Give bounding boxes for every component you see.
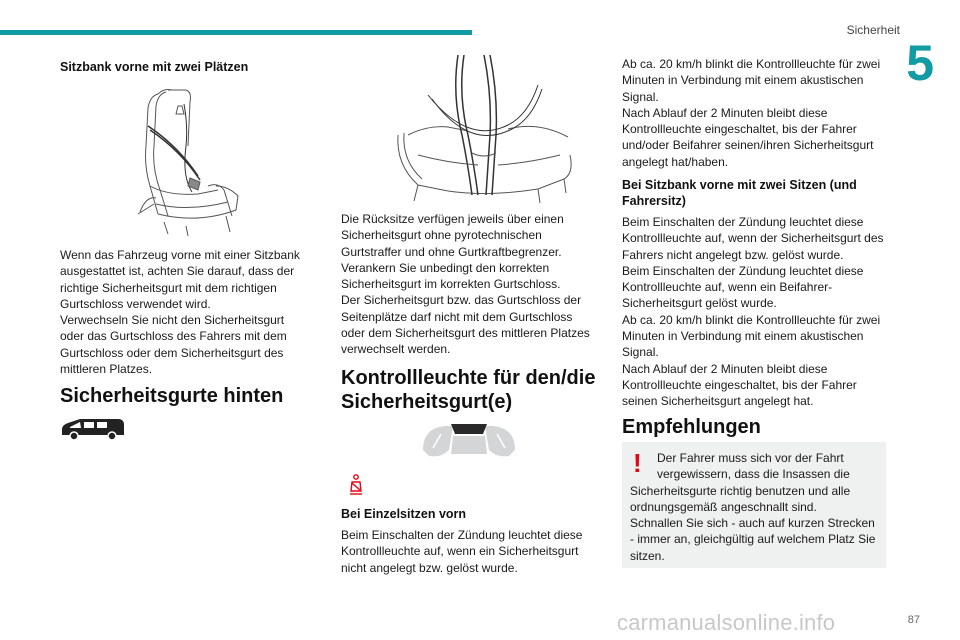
exclamation-icon: ! <box>633 448 642 478</box>
warning-box <box>622 442 886 568</box>
watermark: carmanualsonline.info <box>617 610 836 635</box>
page-number: 87 <box>907 614 920 626</box>
warning-text-rest: Sicherheitsgurte richtig benutzen und alle ordnungsgemäß angeschnallt sind. Schnallen Sie sich - auch auf kurzen Strecken - immer an, gleichgültig auf welchem Platz Sie sitzen. <box>630 483 876 563</box>
instrument-cluster-icon <box>421 420 517 460</box>
rear-seats-illustration <box>388 55 578 205</box>
rear-belts-paragraph: Die Rücksitze verfügen jeweils über einen Sicherheitsgurt ohne pyrotechnischen Gurtstraffer und ohne Gurtkraftbegrenzer. Verankern Sie unbedingt den korrekten Sicherheitsgurt im korrekten Gurtschloss. Der Sicherheitsgurt bzw. das Gurtschloss der Seitenplätze darf nicht mit dem Gurtschloss oder dem Sicherheitsgurt des mittleren Platzes verwechselt werden. <box>341 212 590 357</box>
bench-driver-paragraph: Beim Einschalten der Zündung leuchtet diese Kontrollleuchte auf, wenn der Sicherheitsgurt des Fahrers nicht angelegt bzw. gelöst wurde. Beim Einschalten der Zündung leuchtet diese Kontrollleuchte auf, wenn ein Beifahrer-Sicherheitsgurt gelöst wurde. Ab ca. 20 km/h blinkt die Kontrollleuchte für zwei Minuten in Verbindung mit einem akustischen Signal. Nach Ablauf der 2 Minuten bleibt diese Kontrollleuchte eingeschaltet, bis der Fahrer seinen Sicherheitsgurt angelegt hat. <box>622 215 884 409</box>
front-bench-seat-illustration <box>128 86 253 236</box>
seatbelt-warning-icon <box>347 474 365 496</box>
section-title-rear-belts: Sicherheitsgurte hinten <box>60 385 284 407</box>
chapter-number: 5 <box>906 35 934 91</box>
section-title-warning-lamp: Kontrollleuchte für den/die Sicherheitsgurt(e) <box>341 367 596 413</box>
section-label: Sicherheit <box>846 23 900 37</box>
front-bench-paragraph: Wenn das Fahrzeug vorne mit einer Sitzbank ausgestattet ist, achten Sie darauf, dass der richtige Sicherheitsgurt mit dem richtigen Gurtschloss verwendet wird. Verwechseln Sie nicht den Sicherheitsgurt oder das Gurtschloss des Fahrers mit dem Gurtschloss oder dem Sicherheitsgurt des mittleren Platzes. <box>60 248 300 377</box>
van-icon <box>60 417 126 441</box>
heading-front-bench: Sitzbank vorne mit zwei Plätzen <box>60 60 249 74</box>
blink-info-paragraph: Ab ca. 20 km/h blinkt die Kontrollleuchte für zwei Minuten in Verbindung mit einem akustischen Signal. Nach Ablauf der 2 Minuten bleibt diese Kontrollleuchte eingeschaltet, bis der Fahrer und/oder Beifahrer seinen/ihren Sicherheitsgurt angelegt hat/haben. <box>622 57 881 169</box>
header-accent-bar <box>0 30 472 35</box>
subheading-single-seats: Bei Einzelsitzen vorn <box>341 507 467 521</box>
section-title-recommendations: Empfehlungen <box>622 416 761 438</box>
warning-text-first: Der Fahrer muss sich vor der Fahrt vergewissern, dass die Insassen die <box>657 451 850 482</box>
subheading-bench-driver: Bei Sitzbank vorne mit zwei Sitzen (und Fahrersitz) <box>622 178 857 208</box>
single-seats-paragraph: Beim Einschalten der Zündung leuchtet diese Kontrollleuchte auf, wenn ein Sicherheitsgurt nicht angelegt bzw. gelöst wurde. <box>341 528 583 575</box>
